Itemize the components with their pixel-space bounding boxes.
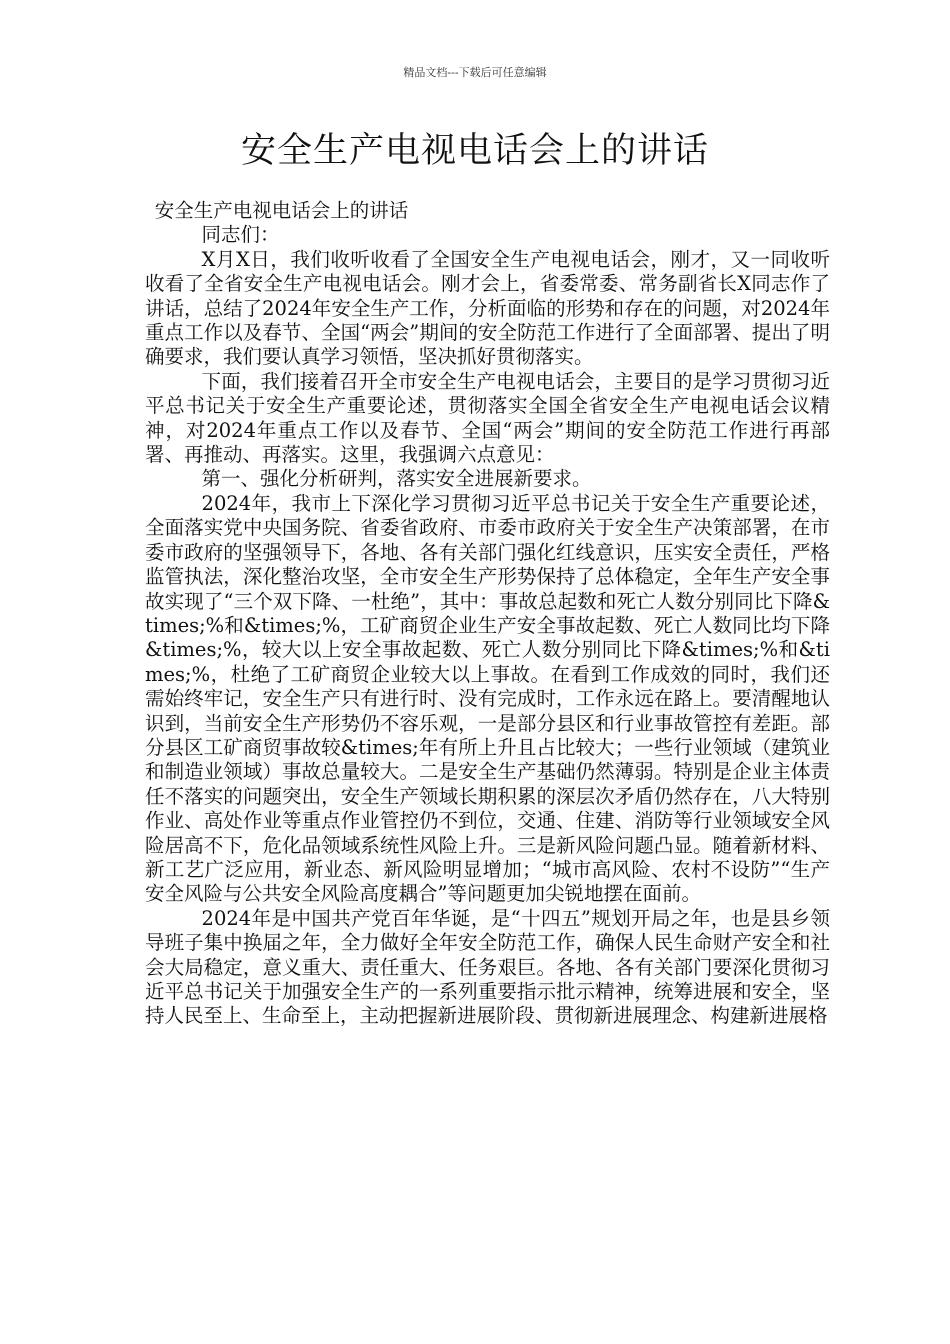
document-subtitle: 安全生产电视电话会上的讲话: [154, 199, 409, 222]
page-header-note: 精品文档---下载后可任意编辑: [403, 66, 547, 79]
document-title: 安全生产电视电话会上的讲话: [240, 131, 709, 171]
body-paragraph: X月X日，我们收听收看了全国安全生产电视电话会，刚才，又一同收听收看了全省安全生产电视电话会。刚才会上，省委常委、常务副省长X同志作了讲话，总结了2024年安全生产工作，分析面临的形势和存在的问题，对2024年重点工作以及春节、全国“两会”期间的安全防范工作进行了全面部署、提出了明确要求，我们要认真学习领悟，坚决抓好贯彻落实。: [145, 247, 830, 369]
body-paragraph: 2024年是中国共产党百年华诞，是“十四五”规划开局之年，也是县乡领导班子集中换届之年，全力做好全年安全防范工作，确保人民生命财产安全和社会大局稳定，意义重大、责任重大、任务艰巨。各地、各有关部门要深化贯彻习近平总书记关于加强安全生产的一系列重要指示批示精神，统筹进展和安全，坚持人民至上、生命至上，主动把握新进展阶段、贯彻新进展理念、构建新进展格: [145, 906, 830, 1028]
body-paragraph: 2024年，我市上下深化学习贯彻习近平总书记关于安全生产重要论述，全面落实党中央国务院、省委省政府、市委市政府关于安全生产决策部署，在市委市政府的坚强领导下，各地、各有关部门强化红线意识，压实安全责任，严格监管执法，深化整治攻坚，全市安全生产形势保持了总体稳定，全年生产安全事故实现了“三个双下降、一杜绝”，其中：事故总起数和死亡人数分别同比下降&times;%和&times;%，工矿商贸企业生产安全事故起数、死亡人数同比均下降&times;%，较大以上安全事故起数、死亡人数分别同比下降&times;%和&times;%，杜绝了工矿商贸企业较大以上事故。在看到工作成效的同时，我们还需始终牢记，安全生产只有进行时、没有完成时，工作永远在路上。要清醒地认识到，当前安全生产形势仍不容乐观，一是部分县区和行业事故管控有差距。部分县区工矿商贸事故较&times;年有所上升且占比较大；一些行业领域（建筑业和制造业领域）事故总量较大。二是安全生产基础仍然薄弱。特别是企业主体责任不落实的问题突出，安全生产领域长期积累的深层次矛盾仍然存在，八大特别作业、高处作业等重点作业管控仍不到位，交通、住建、消防等行业领域安全风险居高不下，危化品领域系统性风险上升。三是新风险问题凸显。随着新材料、新工艺广泛应用，新业态、新风险明显增加；“城市高风险、农村不设防”“生产安全风险与公共安全风险高度耦合”等问题更加尖锐地摆在面前。: [145, 491, 830, 906]
document-body: [145, 199, 830, 1029]
body-paragraph: 下面，我们接着召开全市安全生产电视电话会，主要目的是学习贯彻习近平总书记关于安全生产重要论述，贯彻落实全国全省安全生产电视电话会议精神，对2024年重点工作以及春节、全国“两会”期间的安全防范工作进行再部署、再推动、再落实。这里，我强调六点意见：: [145, 369, 830, 467]
salutation-paragraph: 同志们：: [201, 223, 280, 247]
section-heading: 第一、强化分析研判，落实安全进展新要求。: [201, 467, 592, 491]
